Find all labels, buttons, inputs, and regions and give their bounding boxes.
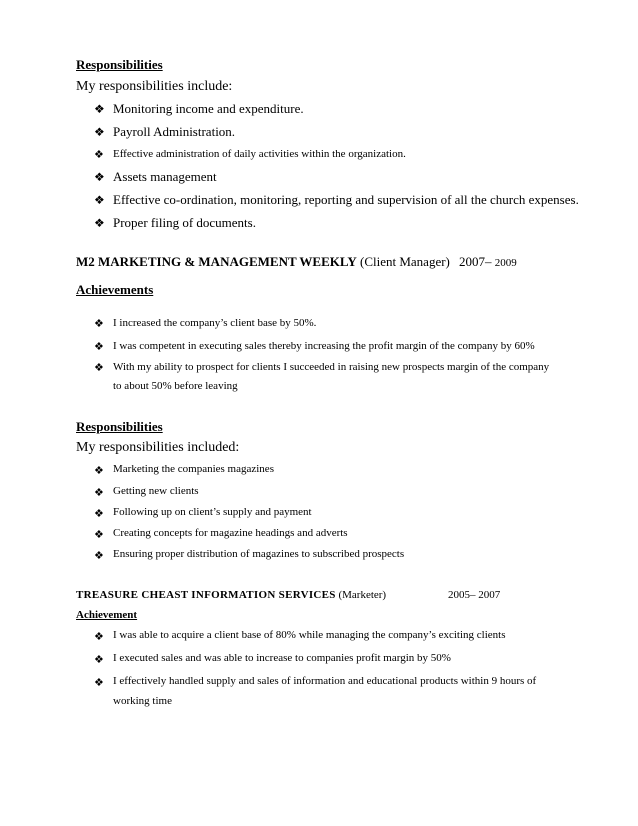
bullet-diamond-icon: ❖ (94, 465, 104, 477)
bullet-diamond-icon: ❖ (94, 654, 104, 666)
job-role: (Client Manager) (359, 254, 450, 269)
bullet-diamond-icon: ❖ (94, 318, 104, 330)
bullet-diamond-icon: ❖ (94, 529, 104, 541)
bullet-diamond-icon: ❖ (94, 341, 104, 353)
job-title-line (76, 254, 450, 270)
responsibility-item: Monitoring income and expenditure. (113, 101, 304, 116)
responsibility-item: Effective administration of daily activities within the organization. (113, 148, 406, 160)
job-dates: 2005– 2007 (448, 589, 501, 601)
job-dates (459, 254, 517, 270)
responsibilities-intro: My responsibilities include: (76, 79, 233, 94)
achievement-item: I was able to acquire a client base of 80% while managing the company’s exciting clients (113, 629, 506, 641)
responsibility-item: Effective co-ordination, monitoring, reporting and supervision of all the church expenses. (113, 192, 579, 207)
achievements-heading: Achievements (76, 282, 154, 297)
bullet-diamond-icon: ❖ (94, 362, 104, 374)
year-end: 2009 (494, 257, 517, 269)
responsibility-item: Assets management (113, 169, 217, 184)
achievement-item: With my ability to prospect for clients I succeeded in raising new prospects margin of the company (113, 361, 550, 373)
company-name: M2 MARKETING & MANAGEMENT WEEKLY (76, 254, 357, 269)
bullet-diamond-icon: ❖ (94, 508, 104, 520)
company-name: TREASURE CHEAST INFORMATION SERVICES (76, 589, 336, 601)
achievement-item: I was competent in executing sales thereby increasing the profit margin of the company by 60% (113, 340, 535, 352)
achievement-item: I increased the company’s client base by 50%. (113, 317, 317, 329)
responsibility-item: Getting new clients (113, 485, 199, 497)
responsibility-item: Creating concepts for magazine headings and adverts (113, 527, 348, 539)
bullet-diamond-icon: ❖ (94, 170, 105, 184)
responsibility-item: Payroll Administration. (113, 124, 236, 139)
bullet-diamond-icon: ❖ (94, 102, 105, 116)
achievement-item-continued: to about 50% before leaving (113, 380, 238, 392)
bullet-diamond-icon: ❖ (94, 487, 104, 499)
bullet-diamond-icon: ❖ (94, 216, 105, 230)
responsibility-item: Marketing the companies magazines (113, 463, 274, 475)
year-start: 2007– (459, 254, 492, 269)
achievement-item-continued: working time (113, 695, 172, 707)
responsibility-item: Following up on client’s supply and payment (113, 506, 312, 518)
responsibilities-heading: Responsibilities (76, 419, 163, 434)
achievement-item: I executed sales and was able to increase to companies profit margin by 50% (113, 652, 451, 664)
bullet-diamond-icon: ❖ (94, 193, 105, 207)
responsibility-item: Ensuring proper distribution of magazines to subscribed prospects (113, 548, 405, 560)
job-title-line (76, 589, 386, 601)
bullet-diamond-icon: ❖ (94, 677, 104, 689)
responsibilities-heading: Responsibilities (76, 57, 163, 72)
bullet-diamond-icon: ❖ (94, 631, 104, 643)
bullet-diamond-icon: ❖ (94, 149, 104, 161)
responsibilities-intro: My responsibilities included: (76, 440, 240, 455)
bullet-diamond-icon: ❖ (94, 125, 105, 139)
job-role: (Marketer) (338, 589, 387, 601)
bullet-diamond-icon: ❖ (94, 550, 104, 562)
responsibility-item: Proper filing of documents. (113, 215, 256, 230)
achievement-heading: Achievement (76, 609, 138, 621)
achievement-item: I effectively handled supply and sales of information and educational products within 9 hours of (113, 675, 537, 687)
